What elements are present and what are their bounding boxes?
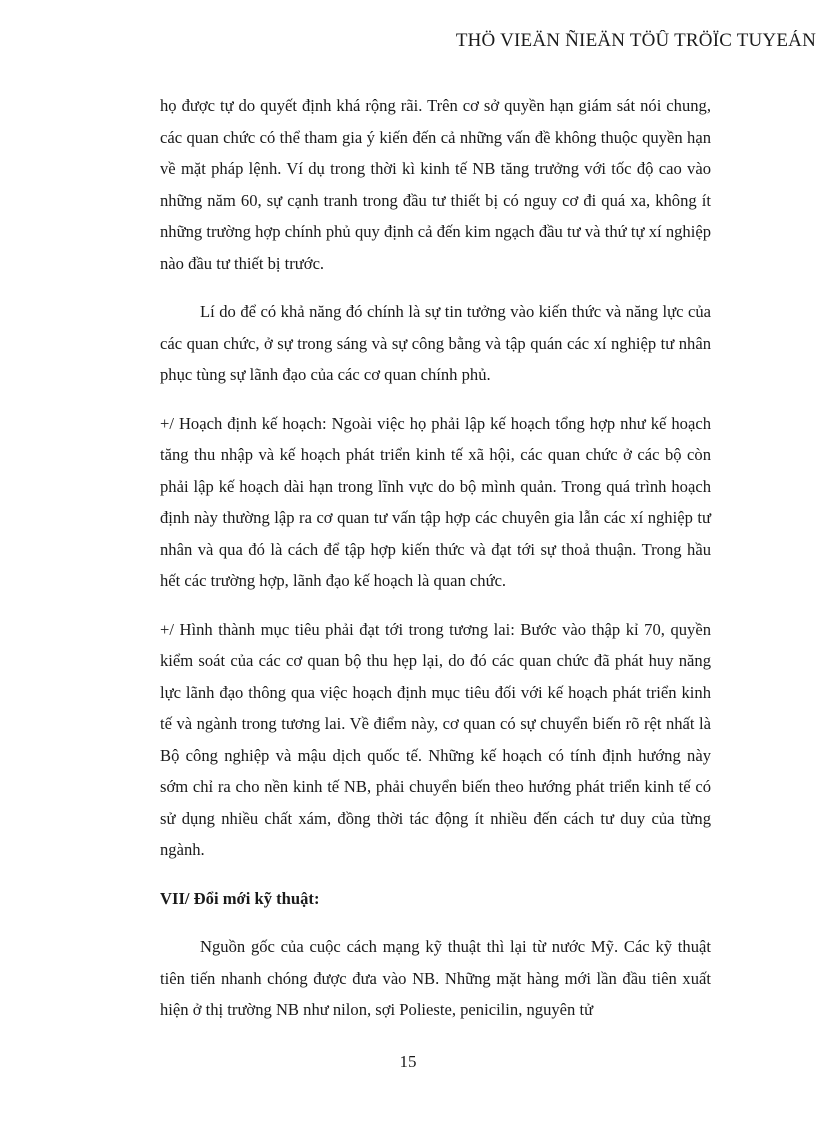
document-body: [160, 90, 711, 1043]
page-header: THÖ VIEÄN ÑIEÄN TÖÛ TRÖÏC TUYEÁN: [455, 30, 816, 51]
paragraph-planning: +/ Hoạch định kế hoạch: Ngoài việc họ phải lập kế hoạch tổng hợp như kế hoạch tăng thu nhập và kế hoạch phát triển kinh tế xã hội, các quan chức ở các bộ còn phải lập kế hoạch dài hạn trong lĩnh vực do bộ mình quản. Trong quá trình hoạch định này thường lập ra cơ quan tư vấn tập hợp các chuyên gia lẫn các xí nghiệp tư nhân và qua đó là cách để tập hợp kiến thức và đạt tới sự thoả thuận. Trong hầu hết các trường hợp, lãnh đạo kế hoạch là quan chức.: [160, 413, 711, 590]
paragraph-continued: họ được tự do quyết định khá rộng rãi. Trên cơ sở quyền hạn giám sát nói chung, các quan chức có thể tham gia ý kiến đến cả những vấn đề không thuộc quyền hạn về mặt pháp lệnh. Ví dụ trong thời kì kinh tế NB tăng trưởng với tốc độ cao vào những năm 60, sự cạnh tranh trong đầu tư thiết bị có nguy cơ đi quá xa, không ít những trường hợp chính phủ quy định cả đến kim ngạch đầu tư và thứ tự xí nghiệp nào đầu tư thiết bị trước.: [160, 96, 711, 273]
section-heading: VII/ Đổi mới kỹ thuật:: [160, 888, 320, 908]
page-number: 15: [399, 1052, 417, 1071]
paragraph-future-goals: +/ Hình thành mục tiêu phải đạt tới trong tương lai: Bước vào thập kỉ 70, quyền kiểm soát của các cơ quan bộ thu hẹp lại, do đó các quan chức đã phát huy năng lực lãnh đạo thông qua việc hoạch định mục tiêu đối với kế hoạch phát triển kinh tế và ngành trong tương lai. Về điểm này, cơ quan có sự chuyển biến rõ rệt nhất là Bộ công nghiệp và mậu dịch quốc tế. Những kế hoạch có tính định hướng này sớm chỉ ra cho nền kinh tế NB, phải chuyển biến theo hướng phát triển kinh tế có sử dụng nhiều chất xám, đồng thời tác động ít nhiều đến cách tư duy của từng ngành.: [160, 619, 711, 859]
paragraph-technical-innovation: Nguồn gốc của cuộc cách mạng kỹ thuật thì lại từ nước Mỹ. Các kỹ thuật tiên tiến nhanh chóng được đưa vào NB. Những mặt hàng mới lần đầu tiên xuất hiện ở thị trường NB như nilon, sợi Polieste, penicilin, nguyên tử: [160, 937, 711, 1019]
paragraph-reason: Lí do để có khả năng đó chính là sự tin tưởng vào kiến thức và năng lực của các quan chức, ở sự trong sáng và sự công bằng và tập quán các xí nghiệp tư nhân phục tùng sự lãnh đạo của các cơ quan chính phủ.: [160, 302, 711, 384]
